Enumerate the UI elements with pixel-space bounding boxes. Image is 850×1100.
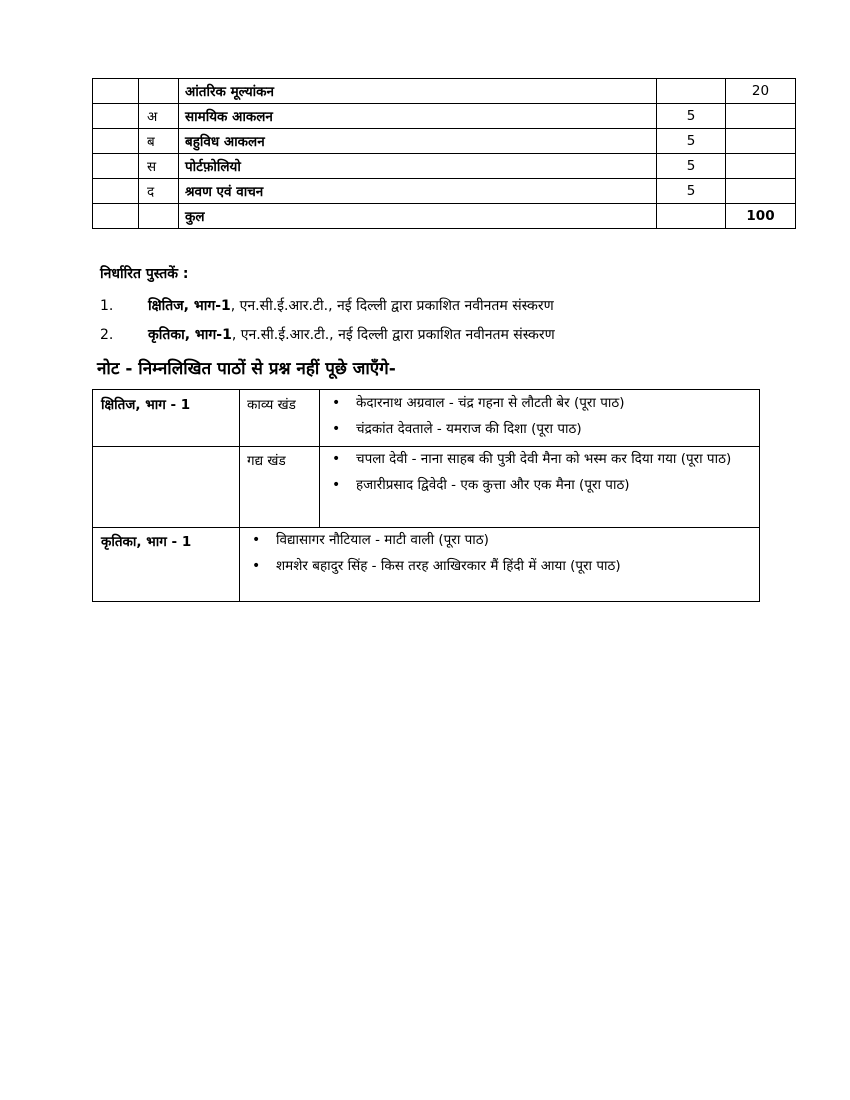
row-marks: 5	[657, 104, 726, 129]
table-row	[93, 527, 759, 602]
kavya-lessons	[319, 390, 759, 446]
book-number: 2.	[100, 327, 114, 343]
list-item: • चंद्रकांत देवताले - यमराज की दिशा (पूरा पाठ)	[320, 416, 759, 442]
book-title: कृतिका, भाग-1	[148, 327, 232, 343]
kritika-lessons	[239, 527, 759, 602]
row-item: श्रवण एवं वाचन	[179, 179, 657, 204]
book-title: क्षितिज, भाग-1	[148, 298, 231, 314]
book-publisher: , एन.सी.ई.आर.टी., नई दिल्ली द्वारा प्रकाशित नवीनतम संस्करण	[230, 298, 554, 314]
row-letter	[139, 79, 179, 104]
empty-cell	[93, 446, 239, 527]
row-marks	[657, 79, 726, 104]
lesson-list	[320, 390, 759, 442]
kshitij-label: क्षितिज, भाग - 1	[101, 397, 191, 413]
list-item: • विद्यासागर नौटियाल - माटी वाली (पूरा पाठ)	[240, 527, 759, 553]
row-total	[726, 129, 796, 154]
row-total: 100	[726, 204, 796, 229]
empty-cell	[93, 104, 139, 129]
row-letter: स	[139, 154, 179, 179]
table-row	[93, 129, 796, 154]
row-total	[726, 154, 796, 179]
row-item: आंतरिक मूल्यांकन	[179, 79, 657, 104]
row-marks: 5	[657, 129, 726, 154]
table-row	[93, 179, 796, 204]
empty-cell	[93, 129, 139, 154]
lesson-list	[320, 446, 759, 498]
list-item: • चपला देवी - नाना साहब की पुत्री देवी मैना को भस्म कर दिया गया (पूरा पाठ)	[320, 446, 759, 472]
table-row	[93, 104, 796, 129]
row-letter: अ	[139, 104, 179, 129]
kavya-section-label: काव्य खंड	[239, 390, 319, 446]
list-item: • हजारीप्रसाद द्विवेदी - एक कुत्ता और एक मैना (पूरा पाठ)	[320, 472, 759, 498]
row-item: सामयिक आकलन	[179, 104, 657, 129]
table-row	[93, 154, 796, 179]
row-total	[726, 104, 796, 129]
row-letter: द	[139, 179, 179, 204]
empty-cell	[93, 179, 139, 204]
row-letter: ब	[139, 129, 179, 154]
list-item: • केदारनाथ अग्रवाल - चंद्र गहना से लौटती बेर (पूरा पाठ)	[320, 390, 759, 416]
table-row	[93, 390, 759, 447]
book-item	[100, 296, 554, 315]
book-item	[100, 325, 555, 344]
note-heading: नोट - निम्नलिखित पाठों से प्रश्न नहीं पूछे जाएँगे-	[97, 359, 396, 379]
gadya-section-label: गद्य खंड	[239, 446, 319, 527]
row-total: 20	[726, 79, 796, 104]
book-publisher: , एन.सी.ई.आर.टी., नई दिल्ली द्वारा प्रकाशित नवीनतम संस्करण	[231, 327, 555, 343]
row-marks: 5	[657, 154, 726, 179]
empty-cell	[93, 204, 139, 229]
kritika-label: कृतिका, भाग - 1	[101, 534, 192, 550]
row-item: कुल	[179, 204, 657, 229]
lesson-list	[240, 527, 759, 579]
row-letter	[139, 204, 179, 229]
gadya-lessons	[319, 446, 759, 527]
excluded-lessons-table	[92, 389, 760, 602]
book-number: 1.	[100, 298, 114, 314]
marks-table	[92, 78, 796, 229]
list-item: • शमशेर बहादुर सिंह - किस तरह आखिरकार मैं हिंदी में आया (पूरा पाठ)	[240, 553, 759, 579]
row-item: बहुविध आकलन	[179, 129, 657, 154]
table-row	[93, 446, 759, 528]
books-heading: निर्धारित पुस्तकें :	[100, 266, 189, 282]
empty-cell	[93, 154, 139, 179]
empty-cell	[93, 79, 139, 104]
row-item: पोर्टफ़ोलियो	[179, 154, 657, 179]
table-row	[93, 204, 796, 229]
row-total	[726, 179, 796, 204]
table-row	[93, 79, 796, 104]
row-marks	[657, 204, 726, 229]
row-marks: 5	[657, 179, 726, 204]
